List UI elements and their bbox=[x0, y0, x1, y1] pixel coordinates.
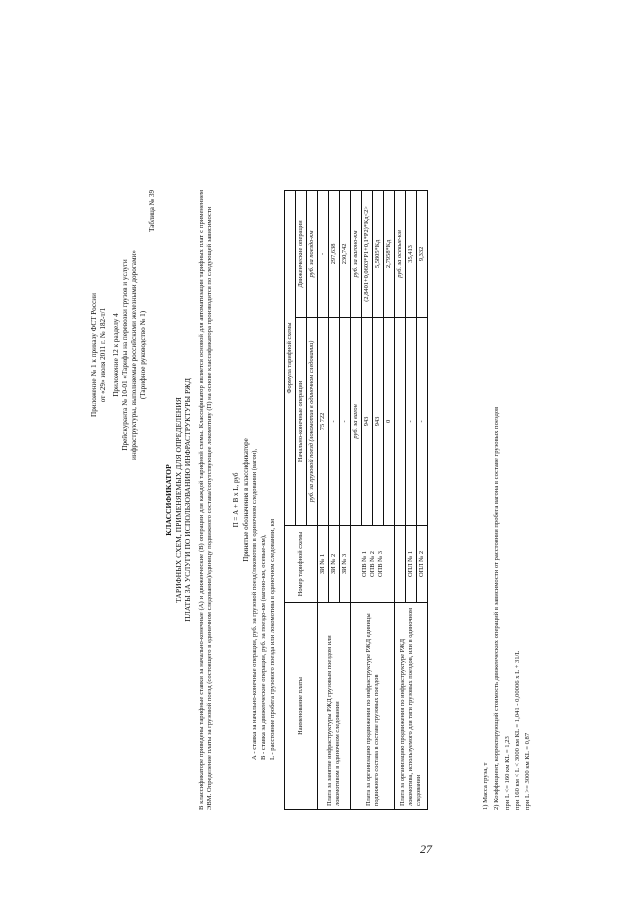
doc-subtitle-2: ПЛАТЫ ЗА УСЛУГИ ПО ИСПОЛЬЗОВАНИЮ ИНФРАСТРУКТУРЫ РЖД bbox=[183, 378, 192, 622]
row-name: Плата за организацию продвижения по инфраструктуре РЖД единицы подвижного состава в составе грузовых поездов bbox=[351, 603, 395, 810]
unit-train-km: руб. за поездо-км bbox=[307, 191, 318, 318]
row-scheme: ЗИ № 1 bbox=[318, 526, 329, 603]
doc-subtitle-1: ТАРИФНЫХ СХЕМ, ПРИМЕНЯЕМЫХ ДЛЯ ОПРЕДЕЛЕНИЯ bbox=[174, 397, 183, 603]
appendix-line-2: Прейскуранта № 10-01 «Тарифы на перевозки грузов и услуги bbox=[121, 259, 129, 451]
doc-title: КЛАССИФИКАТОР bbox=[164, 464, 173, 536]
row-scheme: ЗИ № 3 bbox=[340, 526, 351, 603]
order-line-2: от «29» июля 2011 г. № 182-т/1 bbox=[99, 307, 107, 403]
unit-wagon-km: руб. за вагоно-км bbox=[351, 191, 362, 318]
row-movement: 297,638 bbox=[329, 191, 340, 318]
order-line-1: Приложение № 1 к приказу ФСТ России bbox=[90, 293, 98, 417]
appendix-reference bbox=[112, 190, 148, 520]
row-initial: - bbox=[417, 317, 428, 525]
footnote-2a: при L <= 160 км КL = 1,23 bbox=[504, 736, 511, 810]
table-unit-row bbox=[351, 191, 362, 810]
header-movement: Движенческие операции bbox=[296, 191, 307, 318]
unit-wagon: руб. за вагон bbox=[351, 317, 362, 525]
row-scheme: ОПВ № 2 bbox=[368, 551, 376, 577]
row-movement: 230,742 bbox=[340, 191, 351, 318]
footnote-2c: при L >= 3000 км КL = 0,87 bbox=[524, 732, 531, 810]
appendix-line-1: Приложение 12 к разделу 4 bbox=[112, 313, 120, 397]
appendix-line-3: инфраструктуры, выполняемые российскими железными дорогами» bbox=[130, 250, 138, 460]
notation-a: А - ставка за начально-конечные операции, руб. за грузовой поезд/локомотив в одиночном следовании (вагон), bbox=[251, 448, 258, 760]
row-movement: (2,8401+0,0603*Р1+0,1*Р2)*Кд<2> bbox=[362, 191, 373, 318]
footnote-1: 1) Масса груза, т bbox=[482, 762, 489, 810]
footnote-2b: при 160 км < L < 3000 км КL = 1,041 - 0,00006 х L + 31/L bbox=[514, 650, 521, 810]
row-initial: 943 bbox=[373, 317, 384, 525]
table-number: Таблица № 39 bbox=[148, 190, 156, 232]
header-name: Наименование платы bbox=[285, 603, 318, 810]
row-movement: 2,7958*Кд bbox=[384, 191, 395, 318]
notation-b: В - ставка за движенческие операции, руб. за поездо-км (вагоно-км, осевые-км), bbox=[260, 534, 267, 760]
table-header-row bbox=[285, 191, 296, 810]
row-movement: 5,5805*Кд bbox=[373, 191, 384, 318]
row-initial: - bbox=[329, 317, 340, 525]
scheme-group bbox=[351, 526, 395, 603]
rotated-document bbox=[90, 180, 560, 820]
notation-l: L - расстояние пробега грузового поезда или локомотива в одиночном следовании, км bbox=[269, 518, 276, 760]
unit-axle-km: руб. за осевые-км bbox=[395, 191, 406, 318]
notation-heading: Принятые обозначения в классификаторе bbox=[242, 438, 250, 562]
row-initial: 943 bbox=[362, 317, 373, 525]
row-movement: 35,413 bbox=[406, 191, 417, 318]
row-name: Плата за организацию продвижения по инфраструктуре РЖД локомотива, используемого для тяги грузовых поездов, или в одиночном следовании bbox=[395, 603, 428, 810]
row-initial: - bbox=[340, 317, 351, 525]
row-name: Плата за занятие инфраструктуры РЖД грузовым поездом или локомотивом в одиночном следовании bbox=[318, 603, 351, 810]
main-formula: П = А + В х L, руб bbox=[232, 472, 240, 528]
table-unit-row bbox=[395, 191, 406, 810]
row-scheme-blank bbox=[395, 526, 406, 603]
header-formula: Формула тарифной схемы bbox=[285, 191, 296, 526]
footnote-2: 2) Коэффициент, корректирующий стоимость движенческих операций в зависимости от расстояния пробега вагона в составе грузовых поездов bbox=[493, 406, 500, 810]
row-movement: - bbox=[318, 191, 329, 318]
unit-train: руб. за грузовой поезд (локомотив в одиночном следовании) bbox=[307, 317, 318, 525]
row-initial: 75 722 bbox=[318, 317, 329, 525]
page-number: 27 bbox=[420, 842, 432, 856]
row-scheme: ОПВ № 1 bbox=[360, 551, 368, 577]
intro-paragraph: В классификаторе приведены тарифные ставки за начально-конечные (А) и движенческие (В) операции для каждой тарифной схемы. Классификатор является основой для автоматизации тарифных плат с применением ЭВМ. Определение платы за грузовой поезд (состоящего в единичном следовании)/единицу подвижного состава/сопутствующее локомотиву (П) на основе классификатора производится по следующей зависимости bbox=[198, 190, 214, 810]
row-scheme: ОПЛ № 1 bbox=[406, 526, 417, 603]
tariff-table bbox=[284, 190, 428, 810]
row-initial: 0 bbox=[384, 317, 395, 525]
header-initial: Начально-конечные операции bbox=[296, 317, 307, 525]
row-scheme: ОПЛ № 2 bbox=[417, 526, 428, 603]
row-scheme: ОПВ № 3 bbox=[376, 551, 384, 577]
row-initial: - bbox=[406, 317, 417, 525]
table-row bbox=[318, 191, 329, 810]
row-movement: 9,332 bbox=[417, 191, 428, 318]
order-reference bbox=[90, 190, 108, 520]
header-scheme-no: Номер тарифной схемы bbox=[285, 526, 318, 603]
unit-blank bbox=[395, 317, 406, 525]
row-scheme: ЗИ № 2 bbox=[329, 526, 340, 603]
appendix-line-4: (Тарифное руководство № 1) bbox=[139, 310, 147, 400]
